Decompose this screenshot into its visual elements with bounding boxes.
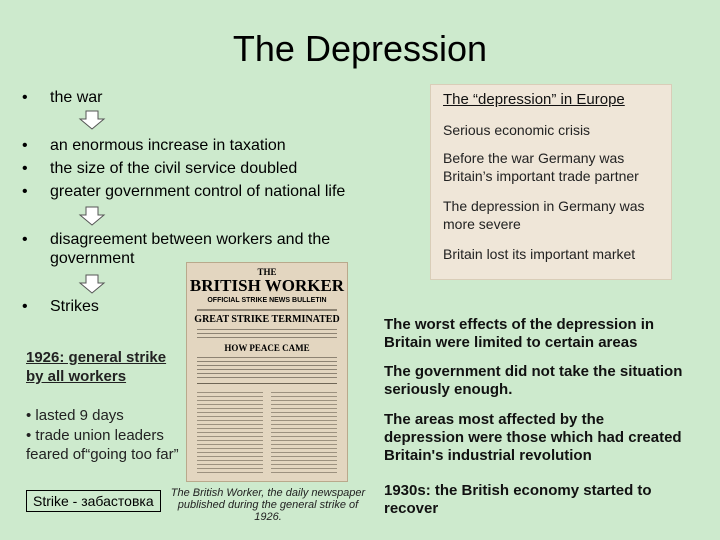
bullet-text: the war xyxy=(50,89,103,106)
europe-depression-box xyxy=(430,84,672,280)
newspaper-column xyxy=(271,389,337,473)
right-note-recovery: 1930s: the British economy started to recover xyxy=(384,482,652,517)
europe-box-point: Serious economic crisis xyxy=(443,122,591,138)
bullet-text: an enormous increase in taxation xyxy=(50,137,286,154)
general-strike-note: 1926: general strike by all workers xyxy=(26,349,167,385)
newspaper-caption: The British Worker, the daily newspaper published during the general strike of 1926. xyxy=(170,487,366,523)
bullet-text: Strikes xyxy=(50,298,99,315)
bullet-dot: • xyxy=(22,89,28,106)
bullet-civil-service xyxy=(22,159,362,178)
bullet-the-war xyxy=(22,88,322,107)
leaders-note: • trade union leaders feared of“going too far” xyxy=(26,427,179,463)
down-arrow-icon xyxy=(78,274,106,294)
right-note-government: The government did not take the situation seriously enough. xyxy=(384,363,683,398)
down-arrow-icon xyxy=(78,110,106,130)
europe-box-point: Before the war Germany was Britain’s important trade partner xyxy=(443,150,639,184)
bullet-text: disagreement between workers and the government xyxy=(50,231,331,267)
newspaper-name: BRITISH WORKER xyxy=(189,276,345,295)
bullet-government-control xyxy=(22,182,402,201)
down-arrow-icon xyxy=(78,206,106,226)
bullet-taxation xyxy=(22,136,362,155)
europe-box-point: Britain lost its important market xyxy=(443,246,636,262)
right-note-areas: The areas most affected by the depression were those which had created Britain's industrial revolution xyxy=(384,411,682,464)
bullet-dot: • xyxy=(22,137,28,154)
bullet-text: the size of the civil service doubled xyxy=(50,160,298,177)
bullet-dot: • xyxy=(22,183,28,200)
newspaper-headline-2: HOW PEACE CAME xyxy=(224,343,310,353)
bullet-dot: • xyxy=(22,298,28,315)
british-worker-newspaper xyxy=(186,262,348,482)
europe-box-point: The depression in Germany was more severe xyxy=(443,198,645,232)
right-note-worst-effects: The worst effects of the depression in Britain were limited to certain areas xyxy=(384,316,655,351)
bullet-dot: • xyxy=(22,231,28,248)
newspaper-headline-1: GREAT STRIKE TERMINATED xyxy=(194,314,340,325)
newspaper-column xyxy=(197,389,263,473)
europe-box-heading: The “depression” in Europe xyxy=(443,91,625,108)
lasted-note: • lasted 9 days xyxy=(26,407,124,424)
newspaper-subtitle: OFFICIAL STRIKE NEWS BULLETIN xyxy=(207,297,327,304)
bullet-text: greater government control of national life xyxy=(50,183,346,200)
bullet-dot: • xyxy=(22,160,28,177)
strike-translation-box: Strike - забастовка xyxy=(26,490,161,512)
page-title: The Depression xyxy=(232,28,488,69)
newspaper-the: THE xyxy=(257,267,277,277)
